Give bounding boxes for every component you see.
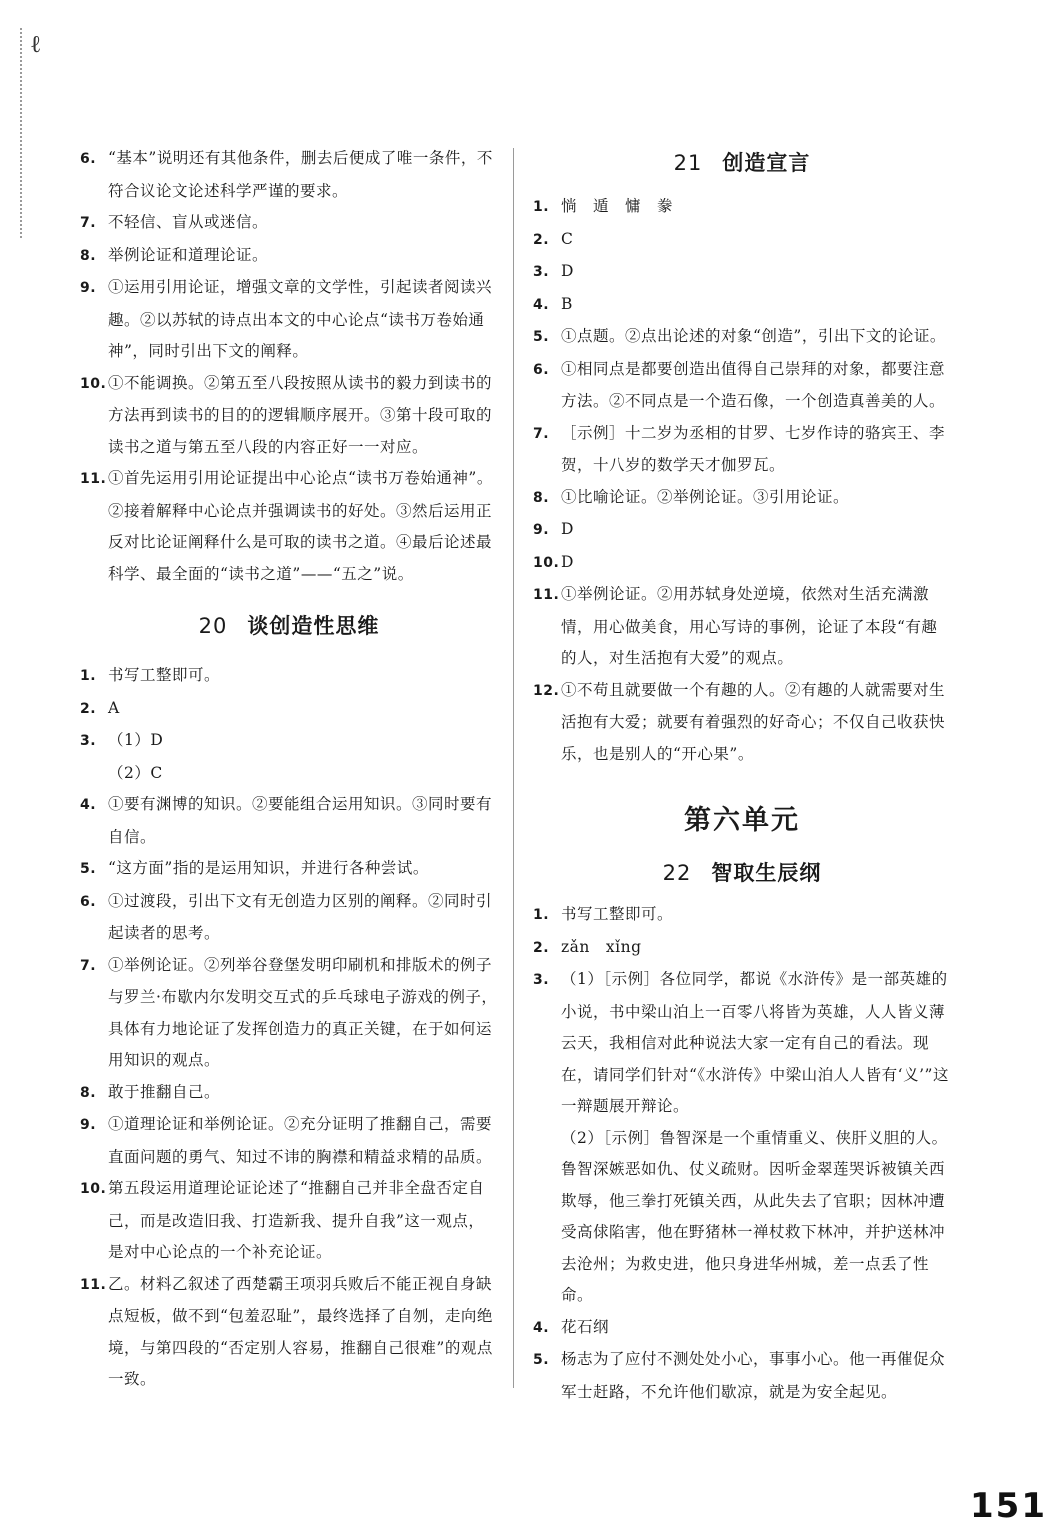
answer-text: B (561, 294, 573, 313)
left-answer-list-b (80, 660, 498, 1396)
answer-number: 3. (80, 733, 97, 749)
binding-dotted-line (20, 28, 42, 238)
right-answer-list-a (533, 191, 951, 770)
answer-number: 8. (80, 247, 97, 264)
left-column (80, 143, 498, 1396)
answer-number: 2. (533, 231, 550, 248)
answer-text: 不轻信、盲从或迷信。 (108, 213, 269, 231)
answer-item (80, 207, 498, 240)
answer-item (80, 240, 498, 273)
answer-text: D (561, 520, 574, 538)
answer-item (80, 1173, 498, 1269)
answer-item (533, 289, 951, 322)
answer-number: 2. (533, 939, 550, 956)
answer-number: 8. (80, 1084, 97, 1101)
answer-item (80, 368, 498, 464)
answer-text: ①相同点是都要创造出值得自己崇拜的对象，都要注意方法。②不同点是一个造石像，一个创造真善美的人。 (561, 359, 946, 410)
answer-number: 11. (533, 587, 560, 603)
right-answer-list-b (533, 899, 951, 1408)
answer-number: 1. (533, 907, 550, 923)
answer-number: 5. (80, 861, 97, 877)
answer-number: 11. (80, 471, 107, 487)
answer-item (80, 789, 498, 853)
section-20-title (80, 610, 498, 640)
section-number: 22 (662, 861, 692, 885)
answer-item (80, 463, 498, 590)
answer-text: 举例论证和道理论证。 (108, 245, 269, 264)
answer-number: 5. (533, 1352, 550, 1368)
answer-item (533, 899, 951, 932)
answer-number: 8. (533, 489, 550, 506)
answer-item (80, 1109, 498, 1173)
answer-text: 花石纲 (561, 1317, 610, 1336)
answer-number: 4. (533, 296, 550, 313)
answer-item (533, 256, 951, 289)
answer-item (533, 354, 951, 418)
answer-text: 第五段运用道理论证论述了“推翻自己并非全盘否定自己，而是改造旧我、打造新我、提升自我”这一观点，是对中心论点的一个补充论证。 (108, 1179, 485, 1261)
answer-item (80, 853, 498, 886)
answer-text: D (561, 552, 574, 571)
answer-number: 10. (80, 1181, 107, 1197)
answer-number: 5. (533, 329, 550, 345)
answer-item (533, 1312, 951, 1345)
answer-item (533, 191, 951, 224)
answer-text: ①比喻论证。②举例论证。③引用论证。 (561, 487, 850, 506)
answer-number: 1. (533, 199, 550, 215)
answer-text: 乙。材料乙叙述了西楚霸王项羽兵败后不能正视自身缺点短板，做不到“包羞忍耻”，最终选择了自刎，走向绝境，与第四段的“否定别人容易，推翻自己很难”的观点一致。 (108, 1274, 493, 1388)
answer-text: ①要有渊博的知识。②要能组合运用知识。③同时要有自信。 (108, 795, 493, 846)
column-divider (513, 148, 514, 1388)
answer-number: 10. (80, 375, 107, 392)
answer-number: 10. (533, 554, 560, 571)
answer-text: ①首先运用引用论证提出中心论点“读书万卷始通神”。②接着解释中心论点并强调读书的好处。③然后运用正反对比论证阐释什么是可取的读书之道。④最后论述最科学、最全面的“读书之道”——“五之”说。 (108, 469, 493, 583)
answer-number: 4. (533, 1319, 550, 1336)
answer-item (80, 725, 498, 758)
answer-number: 6. (80, 151, 97, 167)
answer-number: 6. (533, 361, 550, 378)
answer-item (533, 321, 951, 354)
answer-number: 6. (80, 893, 97, 910)
answer-text: ①过渡段，引出下文有无创造力区别的阐释。②同时引起读者的思考。 (108, 891, 493, 942)
answer-number: 4. (80, 797, 97, 813)
answer-text: （1）D (108, 731, 164, 749)
answer-item (533, 224, 951, 257)
left-answer-list-a (80, 143, 498, 590)
answer-item (533, 579, 951, 675)
answer-number: 2. (80, 700, 97, 717)
answer-text: 书写工整即可。 (108, 666, 221, 684)
section-number: 21 (673, 151, 703, 175)
answer-number: 7. (533, 425, 550, 442)
right-column (533, 143, 951, 1408)
answer-text: ①运用引用论证，增强文章的文学性，引起读者阅读兴趣。②以苏轼的诗点出本文的中心论点“读书万卷始通神”，同时引出下文的阐释。 (108, 278, 493, 360)
section-name: 智取生辰纲 (711, 861, 822, 885)
answer-item (80, 272, 498, 368)
answer-text: ①不苟且就要做一个有趣的人。②有趣的人就需要对生活抱有大爱；就要有着强烈的好奇心；不仅自己收获快乐，也是别人的“开心果”。 (561, 680, 946, 763)
answer-text: ［示例］十二岁为丞相的甘罗、七岁作诗的骆宾王、李贺，十八岁的数学天才伽罗瓦。 (561, 423, 946, 474)
section-name: 谈创造性思维 (247, 614, 380, 638)
answer-text: zǎn xǐng (561, 937, 642, 956)
page-number: 151 (970, 1486, 1047, 1526)
answer-text: （1）［示例］各位同学，都说《水浒传》是一部英雄的小说，书中梁山泊上一百零八将皆为英雄，人人皆义薄云天，我相信对此种说法大家一定有自己的看法。现在，请同学们针对“《水浒传》中梁山泊人人皆有‘义’”这一辩题展开辩论。 (561, 970, 949, 1115)
answer-number: 11. (80, 1276, 107, 1293)
answer-text: C (561, 229, 574, 248)
section-name: 创造宣言 (722, 151, 811, 175)
answer-text: A (108, 698, 120, 717)
answer-item (533, 418, 951, 482)
answer-text: ①道理论证和举例论证。②充分证明了推翻自己，需要直面问题的勇气、知过不讳的胸襟和精益求精的品质。 (108, 1115, 493, 1166)
answer-item (533, 482, 951, 515)
answer-item (533, 932, 951, 965)
answer-item (80, 758, 498, 790)
answer-item (533, 547, 951, 580)
answer-number: 9. (533, 522, 550, 538)
answer-item (80, 1077, 498, 1110)
answer-text: 书写工整即可。 (561, 905, 674, 923)
answer-text: 敢于推翻自己。 (108, 1082, 221, 1101)
answer-text: 惝 遁 慵 豢 (561, 197, 674, 215)
answer-item (80, 660, 498, 693)
section-number: 20 (198, 614, 228, 638)
answer-text: 杨志为了应付不测处处小心，事事小心。他一再催促众军士赶路，不允许他们歇凉，就是为安全起见。 (561, 1350, 946, 1401)
answer-text: ①不能调换。②第五至八段按照从读书的毅力到读书的方法再到读书的目的的逻辑顺序展开。③第十段可取的读书之道与第五至八段的内容正好一一对应。 (108, 373, 493, 456)
answer-number: 3. (533, 264, 550, 280)
answer-item (533, 675, 951, 771)
answer-number: 9. (80, 1117, 97, 1133)
answer-text: ①举例论证。②列举谷登堡发明印刷机和排版术的例子与罗兰·布歇内尔发明交互式的乒乓球电子游戏的例子，具体有力地论证了发挥创造力的真正关键，在于如何运用知识的观点。 (108, 955, 498, 1069)
answer-item (80, 693, 498, 726)
answer-text: ①点题。②点出论述的对象“创造”，引出下文的论证。 (561, 327, 946, 345)
answer-item (533, 1344, 951, 1408)
section-22-title (533, 857, 951, 887)
answer-number: 7. (80, 957, 97, 974)
answer-number: 12. (533, 682, 560, 699)
answer-number: 7. (80, 215, 97, 231)
answer-item (80, 950, 498, 1077)
answer-item (80, 143, 498, 207)
answer-text: D (561, 262, 574, 280)
answer-text: （2）C (108, 763, 163, 782)
answer-number: 1. (80, 668, 97, 684)
answer-item (80, 886, 498, 950)
section-21-title (533, 147, 951, 177)
answer-item (80, 1269, 498, 1396)
answer-item (533, 964, 951, 1123)
answer-text: （2）［示例］鲁智深是一个重情重义、侠肝义胆的人。鲁智深嫉恶如仇、仗义疏财。因听金翠莲哭诉被镇关西欺辱，他三拳打死镇关西，从此失去了官职；因林冲遭受高俅陷害，他在野猪林一禅杖救下林冲，并护送林冲去沧州；为救史进，他只身进华州城，差一点丢了性命。 (561, 1128, 948, 1304)
answer-text: “这方面”指的是运用知识，并进行各种尝试。 (108, 859, 429, 877)
answer-number: 3. (533, 972, 550, 988)
answer-item (533, 1123, 951, 1312)
binding-mark-icon: ℓ (30, 30, 42, 58)
answer-text: “基本”说明还有其他条件，删去后便成了唯一条件，不符合议论文论述科学严谨的要求。 (108, 149, 493, 200)
unit-title: 第六单元 (684, 805, 800, 836)
answer-item (533, 514, 951, 547)
answer-number: 9. (80, 280, 97, 296)
answer-text: ①举例论证。②用苏轼身处逆境，依然对生活充满激情，用心做美食，用心写诗的事例，论证了本段“有趣的人，对生活抱有大爱”的观点。 (561, 585, 938, 667)
